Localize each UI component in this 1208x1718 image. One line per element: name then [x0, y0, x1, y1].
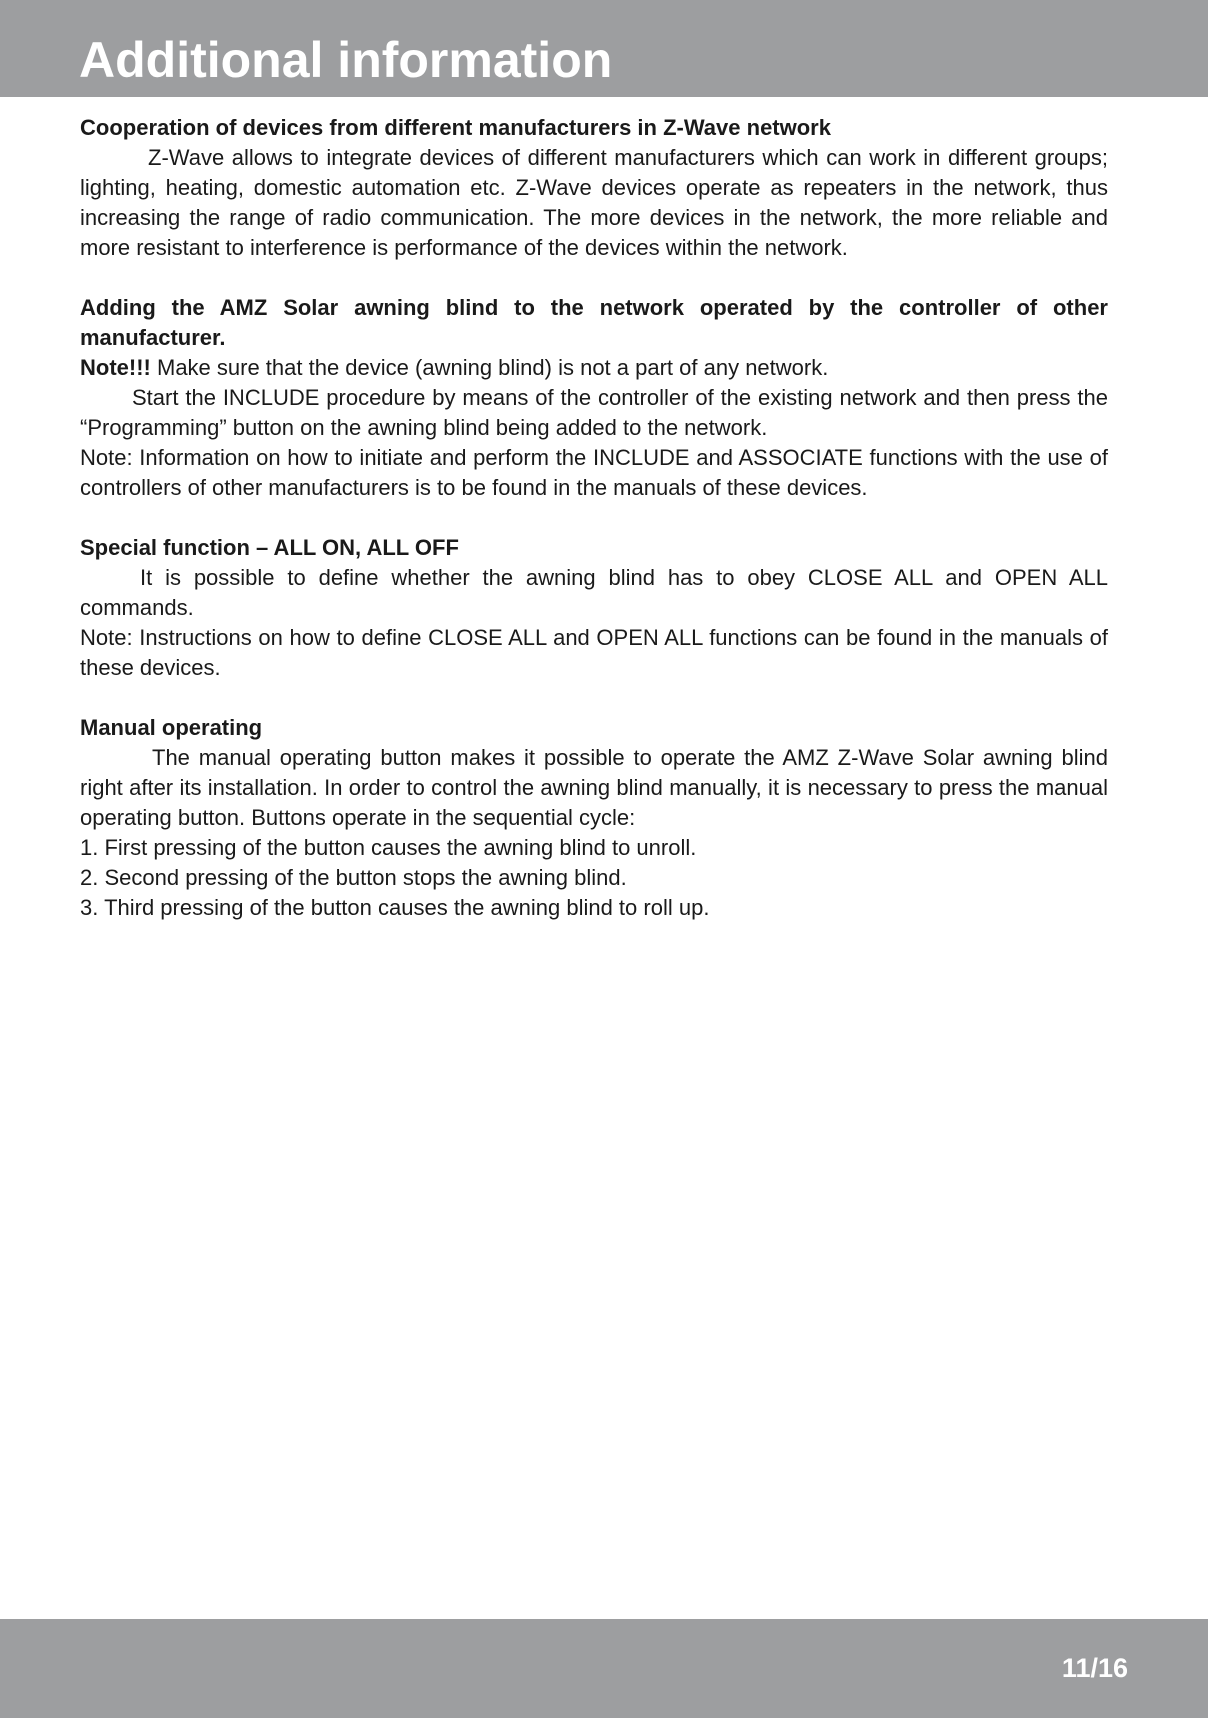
document-content — [80, 113, 1108, 953]
page-title: Additional information — [79, 32, 613, 88]
section-heading-adding: Adding the AMZ Solar awning blind to the network operated by the controller of other manufacturer. — [80, 295, 1108, 350]
list-item: 3. Third pressing of the button causes the awning blind to roll up. — [80, 895, 710, 920]
section-cooperation — [80, 113, 1108, 263]
note-text: Make sure that the device (awning blind) is not a part of any network. — [150, 355, 829, 380]
paragraph-adding-note2: Note: Information on how to initiate and perform the INCLUDE and ASSOCIATE functions with the use of controllers of other manufacturers is to be found in the manuals of these devices. — [80, 445, 1108, 500]
paragraph-cooperation-body: Z-Wave allows to integrate devices of different manufacturers which can work in different groups; lighting, heating, domestic automation etc. Z-Wave devices operate as repeaters in the network, thus increasing the range of radio communication. The more devices in the network, the more reliable and more resistant to interference is performance of the devices within the network. — [80, 145, 1108, 260]
section-heading-special-function: Special function – ALL ON, ALL OFF — [80, 535, 459, 560]
section-manual-operating — [80, 713, 1108, 923]
footer-band — [0, 1619, 1208, 1718]
header-band — [0, 0, 1208, 97]
section-heading-cooperation: Cooperation of devices from different manufacturers in Z-Wave network — [80, 115, 831, 140]
paragraph-adding-note — [80, 353, 1108, 383]
list-item: 2. Second pressing of the button stops the awning blind. — [80, 865, 627, 890]
section-special-function — [80, 533, 1108, 683]
paragraph-manual-body: The manual operating button makes it possible to operate the AMZ Z-Wave Solar awning blind right after its installation. In order to control the awning blind manually, it is necessary to press the manual operating button. Buttons operate in the sequential cycle: — [80, 745, 1108, 830]
paragraph-adding-body: Start the INCLUDE procedure by means of the controller of the existing network and then press the “Programming” button on the awning blind being added to the network. — [80, 385, 1108, 440]
section-heading-manual-operating: Manual operating — [80, 715, 263, 740]
list-item: 1. First pressing of the button causes the awning blind to unroll. — [80, 835, 697, 860]
manual-steps-list — [80, 833, 1108, 923]
note-label: Note!!! — [80, 355, 151, 380]
paragraph-special-note: Note: Instructions on how to define CLOSE ALL and OPEN ALL functions can be found in the manuals of these devices. — [80, 625, 1108, 680]
paragraph-special-body: It is possible to define whether the awning blind has to obey CLOSE ALL and OPEN ALL commands. — [80, 565, 1108, 620]
page-number: 11/16 — [1061, 1653, 1128, 1683]
section-adding — [80, 293, 1108, 503]
